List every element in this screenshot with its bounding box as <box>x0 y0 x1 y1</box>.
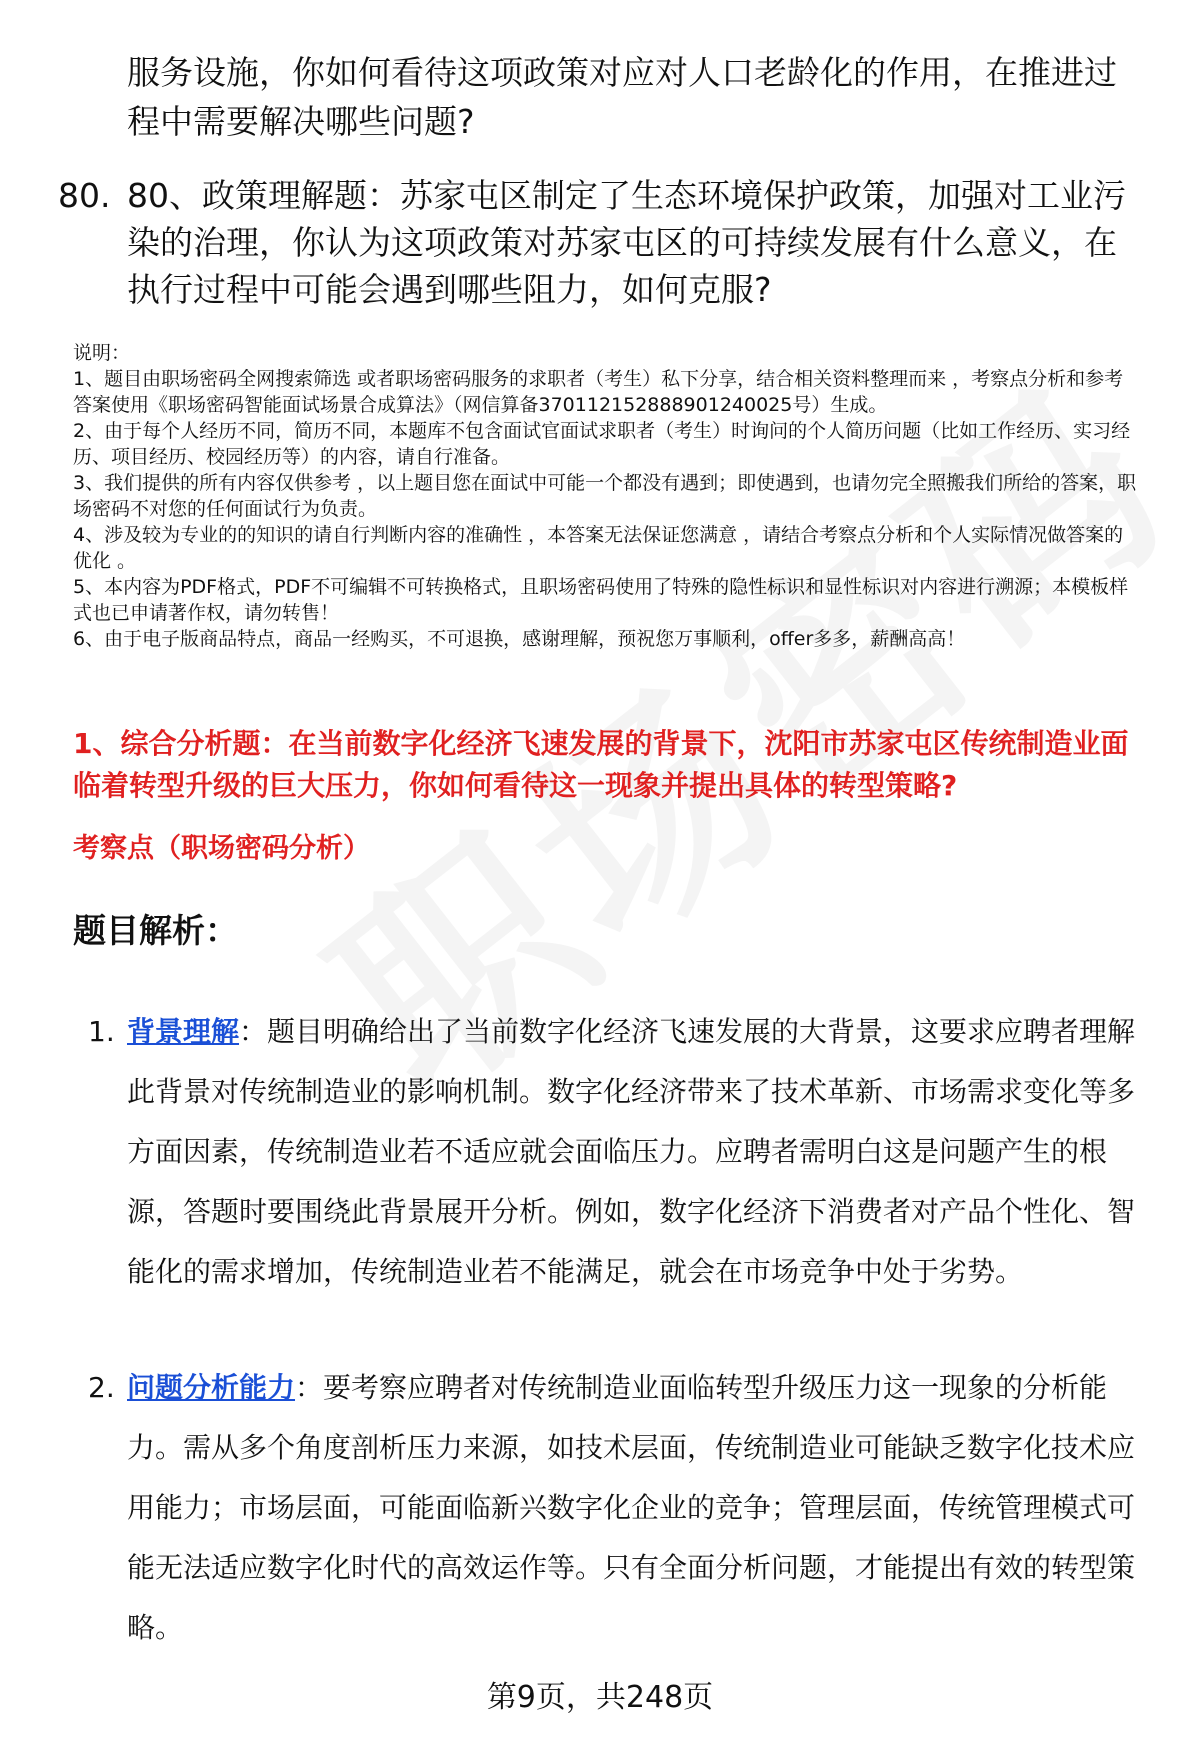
analysis-item <box>88 1358 1143 1658</box>
analysis-item-keyword-link[interactable]: 背景理解 <box>127 1015 240 1048</box>
analysis-title: 题目解析： <box>73 911 238 950</box>
kaochadian-heading: 考察点（职场密码分析） <box>73 833 370 864</box>
analysis-item-body <box>127 1002 1143 1302</box>
analysis-item-body <box>127 1358 1143 1658</box>
notes-item: 6、由于电子版商品特点，商品一经购买，不可退换，感谢理解，预祝您万事顺利，offer多多，薪酬高高！ <box>73 628 966 650</box>
notes-item: 4、涉及较为专业的的知识的请自行判断内容的准确性 ，本答案无法保证您满意 ，请结合考察点分析和个人实际情况做答案的优化 。 <box>73 524 1124 572</box>
question-80-text: 80、政策理解题：苏家屯区制定了生态环境保护政策，加强对工业污染的治理，你认为这项政策对苏家屯区的可持续发展有什么意义，在执行过程中可能会遇到哪些阻力，如何克服? <box>127 176 1126 309</box>
analysis-item-number: 1. <box>88 1015 115 1048</box>
notes-item: 1、题目由职场密码全网搜索筛选 或者职场密码服务的求职者（考生）私下分享，结合相关资料整理而来 ，考察点分析和参考答案使用《职场密码智能面试场景合成算法》（网信算备370112152888901240025号）生成。 <box>73 368 1124 416</box>
notes-heading: 说明： <box>73 342 131 364</box>
analysis-item-keyword-link[interactable]: 问题分析能力 <box>127 1371 296 1404</box>
notes-item: 2、由于每个人经历不同，简历不同，本题库不包含面试官面试求职者（考生）时询问的个人简历问题（比如工作经历、实习经历、项目经历、校园经历等）的内容，请自行准备。 <box>73 420 1131 468</box>
page-footer: 第9页，共248页 <box>486 1680 714 1715</box>
analysis-item <box>88 1002 1143 1302</box>
analysis-item-text: ：题目明确给出了当前数字化经济飞速发展的大背景，这要求应聘者理解此背景对传统制造业的影响机制。数字化经济带来了技术革新、市场需求变化等多方面因素，传统制造业若不适应就会面临压力。应聘者需明白这是问题产生的根源，答题时要围绕此背景展开分析。例如，数字化经济下消费者对产品个性化、智能化的需求增加，传统制造业若不能满足，就会在市场竞争中处于劣势。 <box>127 1015 1136 1288</box>
analysis-item-number: 2. <box>88 1371 115 1404</box>
question-80-number: 80. <box>58 176 111 215</box>
notes-section <box>73 340 1138 652</box>
notes-item: 3、我们提供的所有内容仅供参考 ，以上题目您在面试中可能一个都没有遇到；即使遇到，也请勿完全照搬我们所给的答案，职场密码不对您的任何面试行为负责。 <box>73 472 1137 520</box>
analysis-item-text: ：要考察应聘者对传统制造业面临转型升级压力这一现象的分析能力。需从多个角度剖析压力来源，如技术层面，传统制造业可能缺乏数字化技术应用能力；市场层面，可能面临新兴数字化企业的竞争；管理层面，传统管理模式可能无法适应数字化时代的高效运作等。只有全面分析问题，才能提出有效的转型策略。 <box>127 1371 1136 1644</box>
continued-question-text: 服务设施，你如何看待这项政策对应对人口老龄化的作用，在推进过程中需要解决哪些问题? <box>127 53 1117 141</box>
question-80 <box>58 172 1138 313</box>
notes-item: 5、本内容为PDF格式，PDF不可编辑不可转换格式，且职场密码使用了特殊的隐性标识和显性标识对内容进行溯源；本模板样式也已申请著作权，请勿转售！ <box>73 576 1129 624</box>
main-question: 1、综合分析题：在当前数字化经济飞速发展的背景下，沈阳市苏家屯区传统制造业面临着转型升级的巨大压力，你如何看待这一现象并提出具体的转型策略? <box>73 727 1129 802</box>
